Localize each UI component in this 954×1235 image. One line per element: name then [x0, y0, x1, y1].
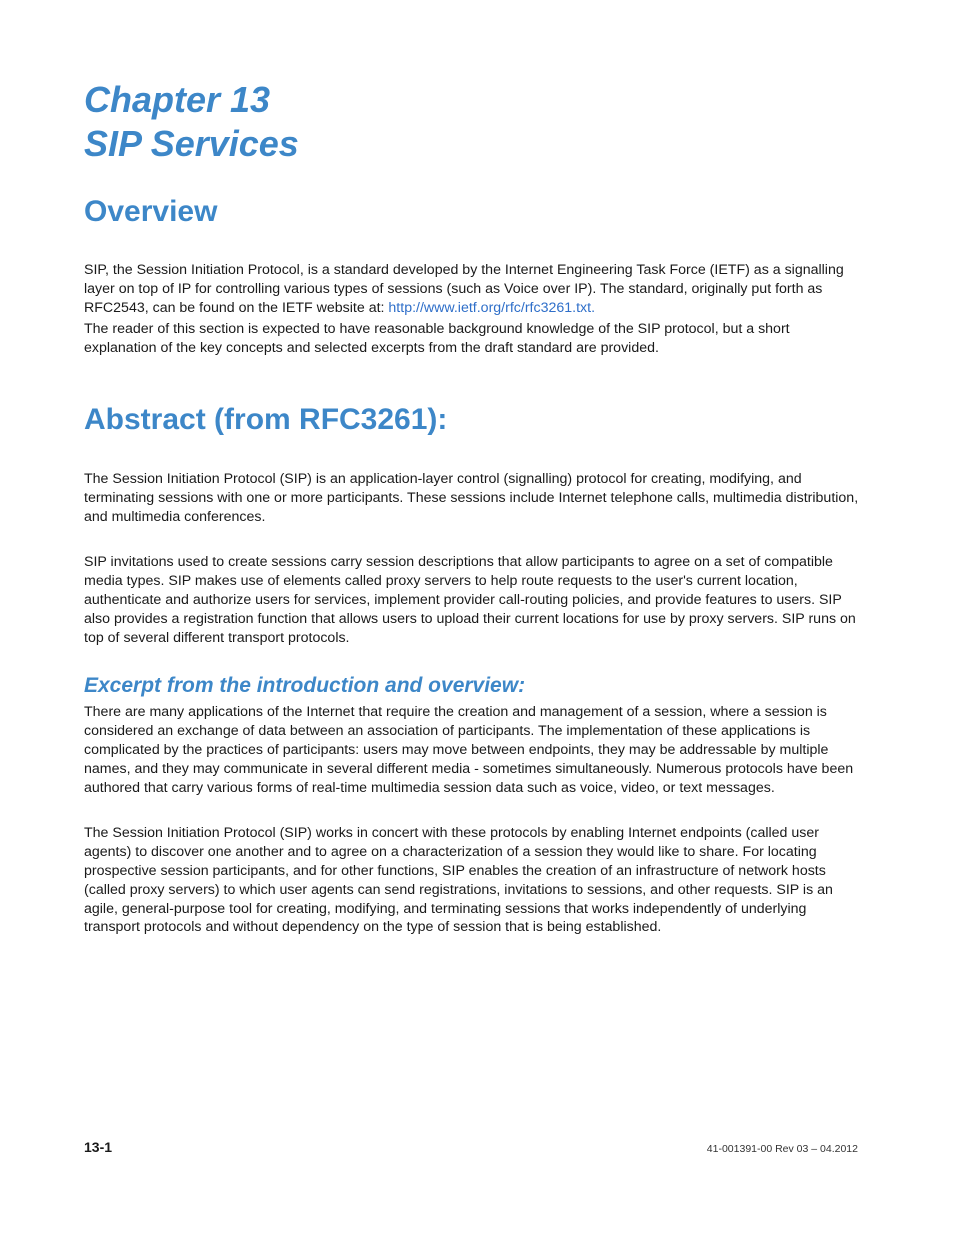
- abstract-paragraph-1: The Session Initiation Protocol (SIP) is an application-layer control (signalling) protocol for creating, modifying, and terminating sessions with one or more participants. These sessions include Internet telephone calls, multimedia distribution, and multimedia conferences.: [84, 470, 859, 525]
- abstract-heading: Abstract (from RFC3261):: [84, 402, 448, 436]
- abstract-paragraph-2: SIP invitations used to create sessions carry session descriptions that allow participants to agree on a set of compatible media types. SIP makes use of elements called proxy servers to help route requests to the user's current location, authenticate and authorize users for services, implement provider call-routing policies, and provide features to users. SIP also provides a registration function that allows users to upload their current locations for use by proxy servers. SIP runs on top of several different transport protocols.: [84, 554, 856, 646]
- overview-paragraph-1-text: SIP, the Session Initiation Protocol, is a standard developed by the Internet Engineering Task Force (IETF) as a signalling layer on top of IP for controlling various types of sessions (such as Voice over IP). The standard, originally put forth as RFC2543, can be found on the IETF website at:: [84, 262, 844, 316]
- chapter-title: [84, 78, 860, 166]
- excerpt-paragraph-1: There are many applications of the Internet that require the creation and management of a session, where a session is considered an exchange of data between an association of participants. The implementation of these applications is complicated by the practices of participants: users may move between endpoints, they may be addressable by multiple names, and they may communicate in several different media - sometimes simultaneously. Numerous protocols have been authored that carry various forms of real-time multimedia session data such as voice, video, or text messages.: [84, 704, 854, 796]
- chapter-name: SIP Services: [84, 123, 299, 164]
- page-content: [84, 78, 860, 937]
- overview-paragraph-2: The reader of this section is expected to have reasonable background knowledge of the SIP protocol, but a short explanation of the key concepts and selected excerpts from the draft standard are provided.: [84, 321, 790, 357]
- overview-paragraph-1: [84, 261, 860, 317]
- chapter-number: Chapter 13: [84, 79, 271, 120]
- overview-heading: Overview: [84, 195, 218, 228]
- excerpt-paragraph-2: The Session Initiation Protocol (SIP) works in concert with these protocols by enabling Internet endpoints (called user agents) to discover one another and to agree on a characterization of a session they would like to share. For locating prospective session participants, and for other functions, SIP enables the creation of an infrastructure of network hosts (called proxy servers) to which user agents can send registrations, invitations to sessions, and other requests. SIP is an agile, general-purpose tool for creating, modifying, and terminating sessions that works independently of underlying transport protocols and without dependency on the type of session that is being established.: [84, 825, 833, 936]
- ietf-rfc-link[interactable]: http://www.ietf.org/rfc/rfc3261.txt.: [388, 299, 596, 316]
- document-id: 41-001391-00 Rev 03 – 04.2012: [706, 1143, 858, 1155]
- excerpt-heading: Excerpt from the introduction and overview:: [84, 674, 526, 698]
- page-number: 13-1: [84, 1139, 113, 1155]
